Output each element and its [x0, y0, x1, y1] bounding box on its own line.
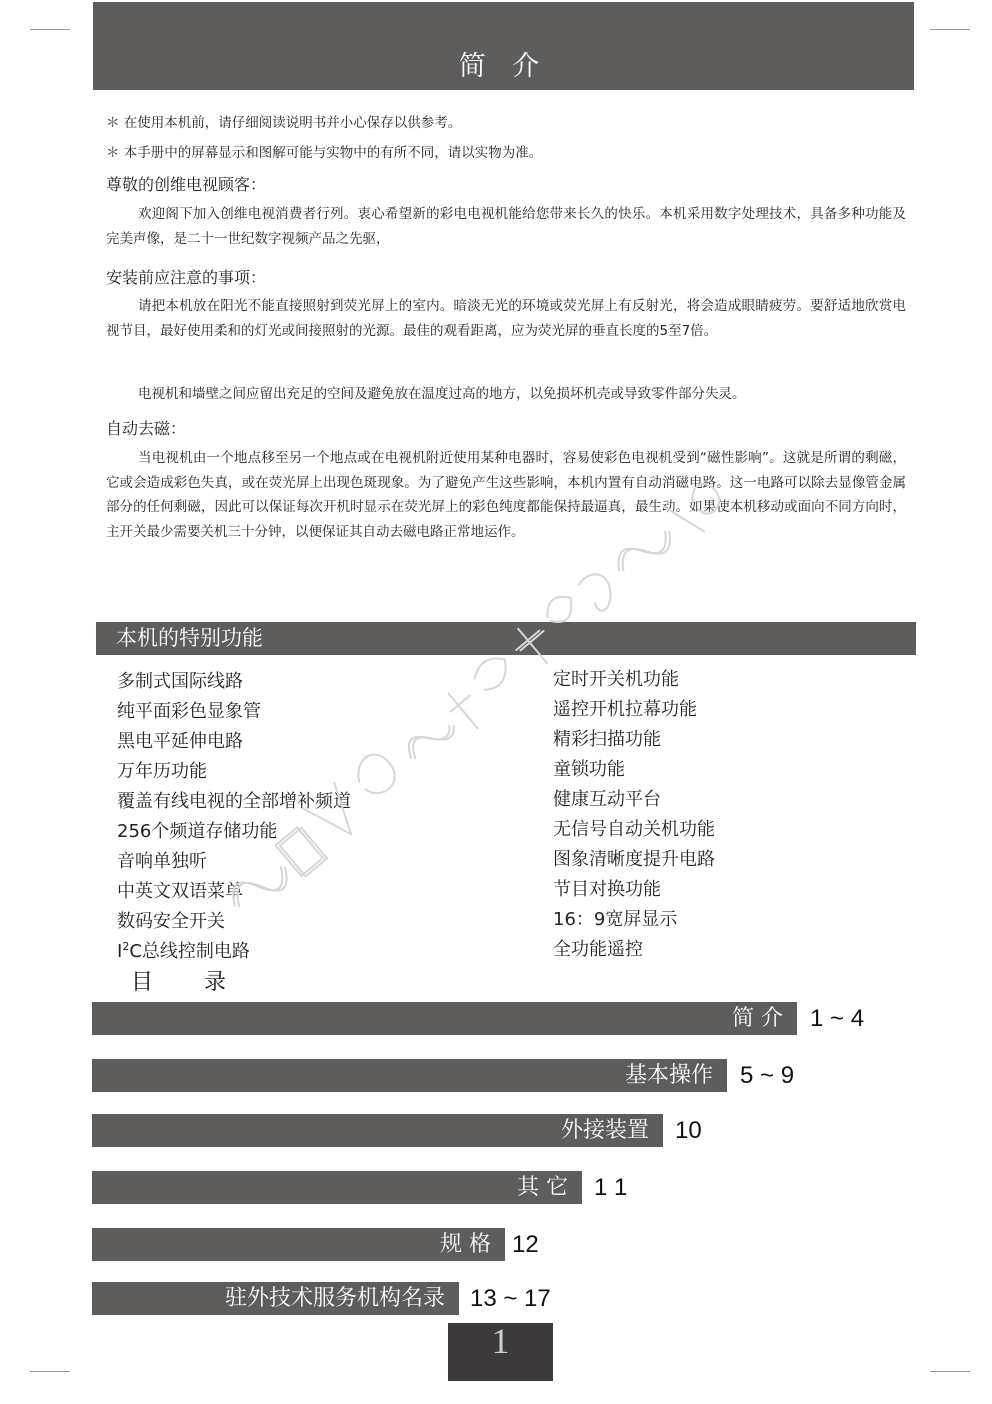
section-paragraph: 请把本机放在阳光不能直接照射到荧光屏上的室内。暗淡无光的环境或荧光屏上有反射光，将会造成眼睛疲劳。要舒适地欣赏电视节目，最好使用柔和的灯光或间接照射的光源。最佳的观看距离，应为荧光屏的垂直长度的5至7倍。: [106, 298, 906, 339]
i2c-prefix: I: [117, 941, 123, 962]
note-line: ＊ 在使用本机前，请仔细阅读说明书并小心保存以供参考。: [106, 115, 462, 131]
toc-entry-pages: 12: [512, 1231, 539, 1258]
section-paragraph: 电视机和墙壁之间应留出充足的空间及避免放在温度过高的地方，以免损坏机壳或导致零件部分失灵。: [138, 386, 746, 402]
feature-item: 全功能遥控: [553, 939, 643, 960]
feature-item: 万年历功能: [117, 761, 207, 782]
section-heading: 安装前应注意的事项：: [106, 268, 267, 287]
features-title-bar: [96, 622, 916, 655]
feature-item-i2c: [117, 937, 250, 963]
toc-entry-pages: 5 ~ 9: [740, 1062, 795, 1089]
section-paragraph: 当电视机由一个地点移至另一个地点或在电视机附近使用某种电器时，容易使彩色电视机受到“磁性影响”。这就是所谓的剩磁，它或会造成彩色失真，或在荧光屏上出现色斑现象。为了避免产生这些影响，本机内置有自动消磁电路。这一电路可以除去显像管金属部分的任何剩磁，因此可以保证每次开机时显示在荧光屏上的彩色纯度都能保持最逼真，最生动。如果使本机移动或面向不同方向时，主开关最少需要关机三十分钟，以便保证其自动去磁电路正常地运作。: [106, 450, 906, 540]
toc-entry-pages: 10: [675, 1117, 702, 1144]
toc-entry-label: 驻外技术服务机构名录: [224, 1286, 445, 1311]
feature-item: 256个频道存储功能: [117, 821, 278, 842]
i2c-superscript: 2: [122, 940, 130, 953]
toc-entry-bar[interactable]: [92, 1228, 505, 1261]
toc-entry-bar[interactable]: [92, 1059, 727, 1092]
feature-item: 黑电平延伸电路: [117, 731, 243, 752]
feature-item: 覆盖有线电视的全部增补频道: [117, 791, 351, 812]
toc-entry-label: 规 格: [440, 1232, 491, 1257]
toc-entry-bar[interactable]: [92, 1171, 582, 1204]
page-number: 1: [448, 1323, 553, 1381]
feature-item: 16：9宽屏显示: [553, 909, 678, 930]
page-title-bar: [93, 2, 914, 90]
feature-item: 纯平面彩色显象管: [117, 701, 261, 722]
toc-entry-bar[interactable]: [92, 1282, 459, 1315]
i2c-rest: C总线控制电路: [129, 941, 250, 962]
feature-item: 无信号自动关机功能: [553, 819, 715, 840]
toc-entry-bar[interactable]: [92, 1114, 663, 1147]
toc-entry-label: 外接装置: [560, 1118, 649, 1143]
feature-item: 中英文双语菜单: [117, 881, 243, 902]
section-paragraph: 欢迎阁下加入创维电视消费者行列。衷心希望新的彩电电视机能给您带来长久的快乐。本机采用数字处理技术，具备多种功能及完美声像，是二十一世纪数字视频产品之先驱，: [106, 206, 906, 247]
feature-item: 童锁功能: [553, 759, 625, 780]
feature-item: 健康互动平台: [553, 789, 661, 810]
toc-entry-label: 简 介: [732, 1006, 783, 1031]
feature-item: 精彩扫描功能: [553, 729, 661, 750]
crop-mark-bottom-left: [30, 1371, 70, 1372]
toc-entry-label: 其 它: [517, 1175, 568, 1200]
toc-entry-pages: 1 ~ 4: [810, 1005, 865, 1032]
section-heading: 尊敬的创维电视顾客：: [106, 175, 267, 194]
crop-mark-bottom-right: [930, 1371, 970, 1372]
toc-entry-pages: 1 1: [594, 1174, 628, 1201]
feature-item: 多制式国际线路: [117, 671, 243, 692]
crop-mark-top-right: [930, 29, 970, 30]
feature-item: 音响单独听: [117, 851, 207, 872]
feature-item: 图象清晰度提升电路: [553, 849, 715, 870]
toc-entry-bar[interactable]: [92, 1002, 797, 1035]
feature-item: 数码安全开关: [117, 911, 225, 932]
toc-entry-label: 基本操作: [624, 1063, 713, 1088]
toc-title: 目 录: [131, 970, 248, 995]
features-title: 本机的特别功能: [116, 626, 263, 650]
feature-item: 节目对换功能: [553, 879, 661, 900]
toc-entry-pages: 13 ~ 17: [470, 1285, 551, 1312]
feature-item: 定时开关机功能: [553, 669, 679, 690]
page-title: 简 介: [458, 50, 549, 82]
section-heading: 自动去磁：: [106, 419, 187, 438]
note-line: ＊ 本手册中的屏幕显示和图解可能与实物中的有所不同，请以实物为准。: [106, 145, 543, 161]
feature-item: 遥控开机拉幕功能: [553, 699, 697, 720]
crop-mark-top-left: [30, 29, 70, 30]
